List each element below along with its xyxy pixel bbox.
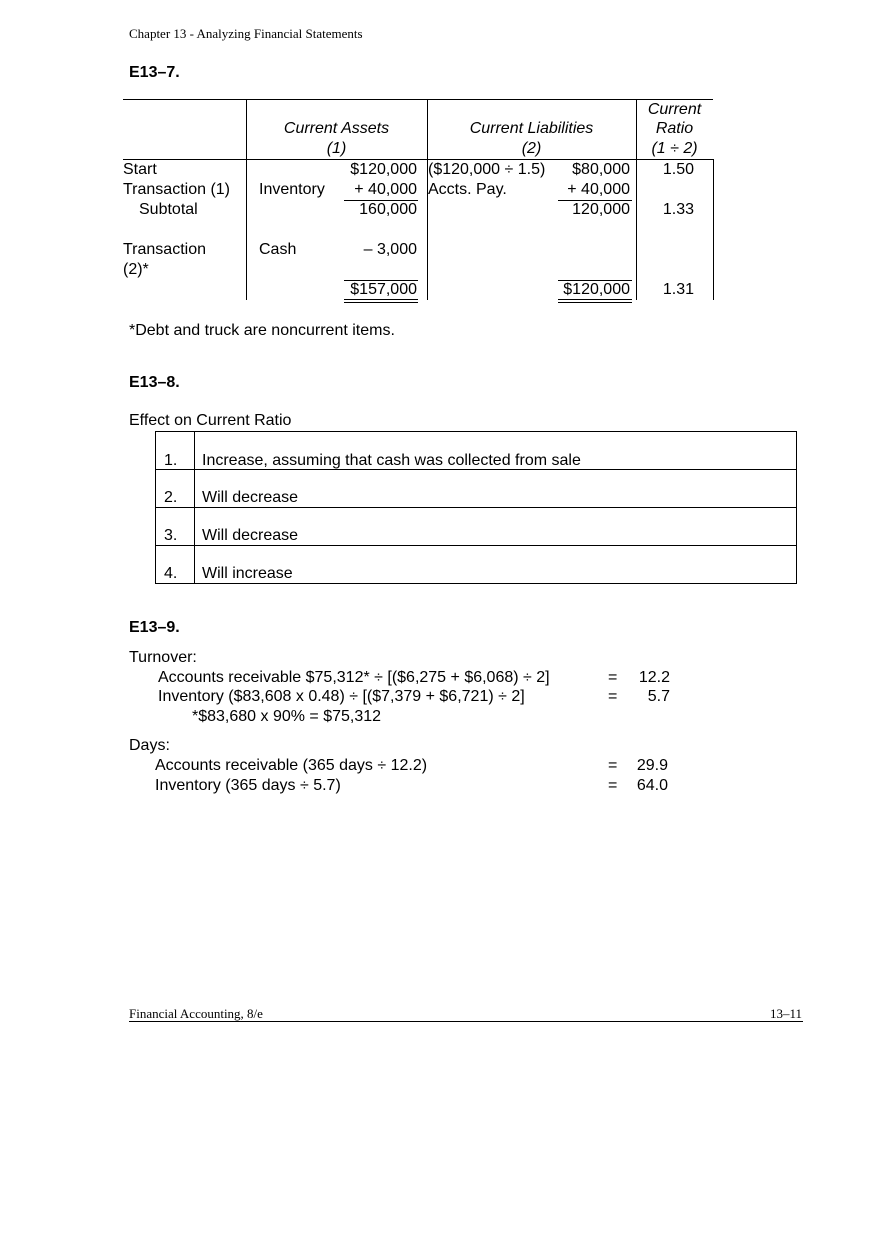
chapter-header: Chapter 13 - Analyzing Financial Statements xyxy=(129,26,363,41)
effect-item-num: 2. xyxy=(164,489,178,506)
days-inventory-formula: Inventory (365 days ÷ 5.7) xyxy=(155,777,341,794)
row-t2-asset-item: Cash xyxy=(259,241,297,258)
days-ar-equals: = xyxy=(608,757,618,774)
row-start-liabilities: $80,000 xyxy=(572,161,630,178)
days-label: Days: xyxy=(129,737,170,754)
effect-item-num: 1. xyxy=(164,452,178,469)
effect-item-text: Increase, assuming that cash was collected from sale xyxy=(202,452,581,469)
exercise-heading-e13-7: E13–7. xyxy=(129,64,180,81)
effect-item-text: Will increase xyxy=(202,565,293,582)
turnover-footnote: *$83,680 x 90% = $75,312 xyxy=(192,708,382,725)
row-start-ratio: 1.50 xyxy=(662,161,694,178)
days-ar-formula: Accounts receivable (365 days ÷ 12.2) xyxy=(155,757,428,774)
header-current-ratio-formula: (1 ÷ 2) xyxy=(651,140,698,157)
footer-book-title: Financial Accounting, 8/e xyxy=(129,1006,263,1021)
header-current-assets: Current Assets xyxy=(283,120,390,137)
turnover-inventory-formula: Inventory ($83,608 x 0.48) ÷ [($7,379 + $6,721) ÷ 2] xyxy=(158,688,525,705)
header-current-ratio-2: Ratio xyxy=(655,120,694,137)
row-total-assets: $157,000 xyxy=(350,281,417,298)
row-total-liabilities: $120,000 xyxy=(563,281,630,298)
effect-item-num: 4. xyxy=(164,565,178,582)
effect-item-num: 3. xyxy=(164,527,178,544)
days-inventory-value: 64.0 xyxy=(636,777,668,794)
footer-rule xyxy=(129,1021,803,1022)
turnover-ar-value: 12.2 xyxy=(638,669,670,686)
effect-item-text: Will decrease xyxy=(202,527,299,544)
row-t1-label: Transaction (1) xyxy=(123,181,230,198)
row-t1-assets: + 40,000 xyxy=(354,181,417,198)
row-t1-liabilities: + 40,000 xyxy=(567,181,630,198)
days-ar-value: 29.9 xyxy=(636,757,668,774)
total-double-rule-liabilities xyxy=(558,299,632,303)
turnover-label: Turnover: xyxy=(129,649,197,666)
row-start-assets: $120,000 xyxy=(350,161,417,178)
header-current-liabilities: Current Liabilities xyxy=(469,120,594,137)
row-t2-label-2: (2)* xyxy=(123,261,149,278)
effect-item-text: Will decrease xyxy=(202,489,299,506)
row-subtotal-liabilities: 120,000 xyxy=(572,201,630,218)
turnover-inventory-value: 5.7 xyxy=(647,688,670,705)
row-t1-asset-item: Inventory xyxy=(259,181,325,198)
table-top-rule xyxy=(123,99,713,100)
table-right-border xyxy=(713,159,714,300)
row-start-label: Start xyxy=(123,161,157,178)
e13-7-footnote: *Debt and truck are noncurrent items. xyxy=(129,322,395,339)
total-double-rule-assets xyxy=(344,299,418,303)
days-inventory-equals: = xyxy=(608,777,618,794)
footer-page-number: 13–11 xyxy=(769,1006,802,1021)
effect-subtitle: Effect on Current Ratio xyxy=(129,412,292,429)
turnover-ar-equals: = xyxy=(608,669,618,686)
header-current-liabilities-num: (2) xyxy=(521,140,542,157)
exercise-heading-e13-9: E13–9. xyxy=(129,619,180,636)
header-current-assets-num: (1) xyxy=(326,140,347,157)
row-start-liab-note: ($120,000 ÷ 1.5) xyxy=(428,161,546,178)
row-t2-assets: – 3,000 xyxy=(363,241,417,258)
row-subtotal-label: Subtotal xyxy=(139,201,198,218)
row-total-ratio: 1.31 xyxy=(662,281,694,298)
row-subtotal-ratio: 1.33 xyxy=(662,201,694,218)
turnover-inventory-equals: = xyxy=(608,688,618,705)
header-current-ratio-1: Current xyxy=(647,101,702,118)
row-subtotal-assets: 160,000 xyxy=(359,201,417,218)
exercise-heading-e13-8: E13–8. xyxy=(129,374,180,391)
turnover-ar-formula: Accounts receivable $75,312* ÷ [($6,275 + $6,068) ÷ 2] xyxy=(158,669,550,686)
row-t2-label-1: Transaction xyxy=(123,241,206,258)
row-t1-liab-note: Accts. Pay. xyxy=(428,181,507,198)
